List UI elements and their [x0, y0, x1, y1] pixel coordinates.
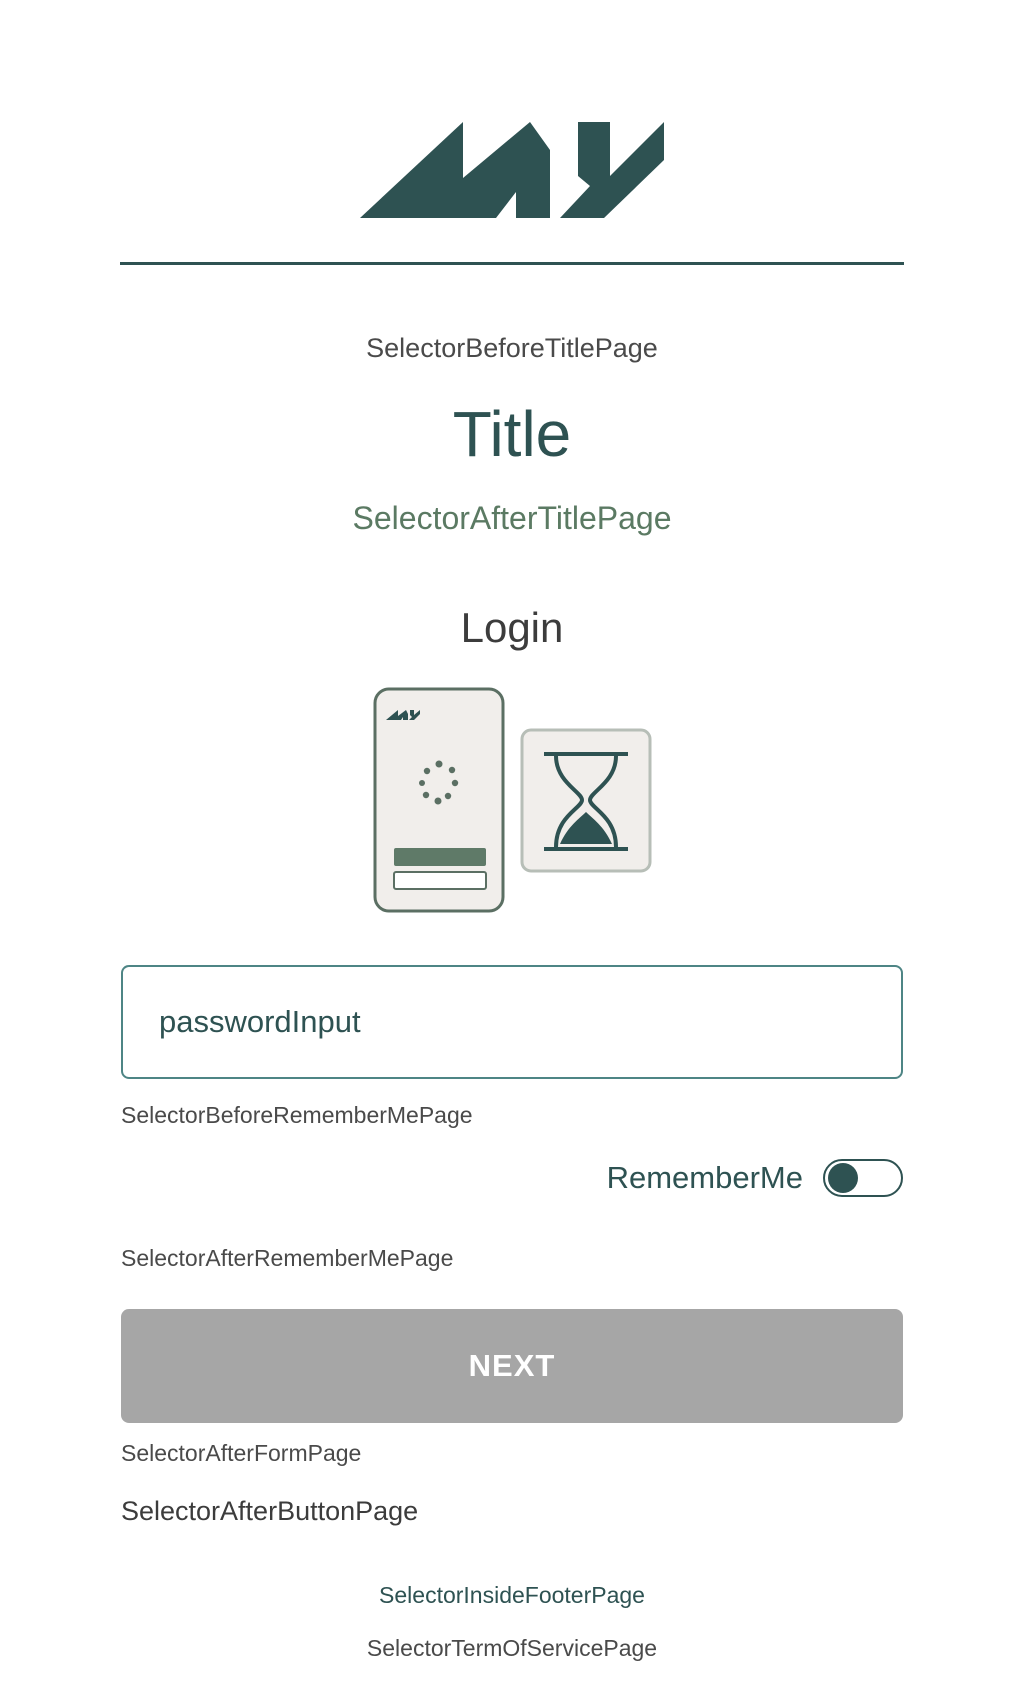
- password-input[interactable]: [159, 1004, 865, 1040]
- remember-me-toggle[interactable]: [823, 1159, 903, 1197]
- toggle-knob: [828, 1163, 858, 1193]
- login-subtitle: Login: [460, 604, 564, 651]
- login-illustration: [372, 686, 652, 914]
- hourglass-icon: [522, 730, 650, 871]
- next-button[interactable]: NEXT: [121, 1309, 903, 1423]
- remember-me-row: [607, 1158, 903, 1198]
- selector-before-remember-me: SelectorBeforeRememberMePage: [121, 1102, 473, 1128]
- my-logo-icon: [360, 120, 664, 220]
- header-divider: [120, 262, 904, 265]
- selector-before-title: SelectorBeforeTitlePage: [366, 333, 658, 363]
- selector-inside-footer[interactable]: SelectorInsideFooterPage: [379, 1582, 645, 1608]
- password-field[interactable]: [121, 965, 903, 1079]
- selector-after-form: SelectorAfterFormPage: [121, 1440, 362, 1466]
- terms-of-service-link[interactable]: SelectorTermOfServicePage: [366, 1635, 658, 1661]
- remember-me-label: RememberMe: [606, 1160, 803, 1195]
- selector-after-title: SelectorAfterTitlePage: [352, 500, 672, 536]
- selector-after-button: SelectorAfterButtonPage: [121, 1496, 419, 1526]
- page-title: Title: [452, 398, 572, 470]
- selector-after-remember-me: SelectorAfterRememberMePage: [121, 1245, 454, 1271]
